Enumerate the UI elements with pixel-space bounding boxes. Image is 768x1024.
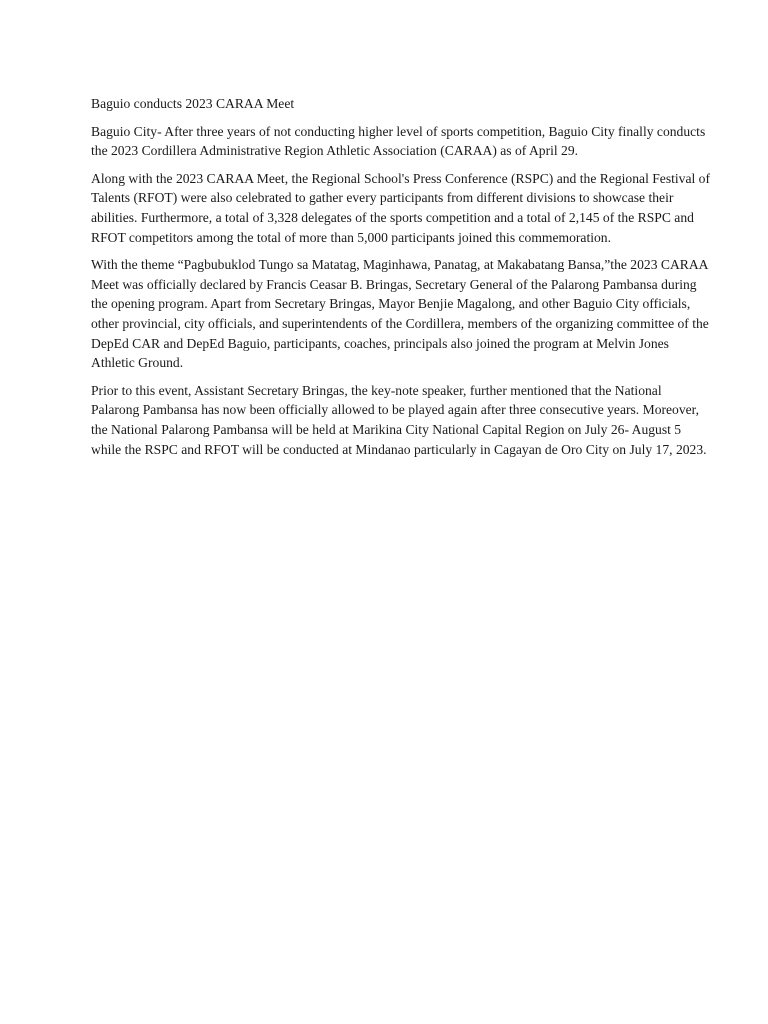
article-title: Baguio conducts 2023 CARAA Meet [91,96,295,111]
paragraph-palarong: Prior to this event, Assistant Secretary Bringas, the key-note speaker, further mentioned that the National Palarong Pambansa has now been officially allowed to be played again after three consecutive years. Moreover, the National Palarong Pambansa will be held at Marikina City National Capital Region on July 26- August 5 while the RSPC and RFOT will be conducted at Mindanao particularly in Cagayan de Oro City on July 17, 2023. [91,382,707,457]
paragraph-intro: Baguio City- After three years of not conducting higher level of sports competition, Baguio City finally conducts the 2023 Cordillera Administrative Region Athletic Association (CARAA) as of April 29. [91,123,706,159]
document-page [91,94,711,467]
paragraph-theme: With the theme “Pagbubuklod Tungo sa Matatag, Maginhawa, Panatag, at Makabatang Bansa,”the 2023 CARAA Meet was officially declared by Francis Ceasar B. Bringas, Secretary General of the Palarong Pambansa during the opening program. Apart from Secretary Bringas, Mayor Benjie Magalong, and other Baguio City officials, other provincial, city officials, and superintendents of the Cordillera, members of the organizing committee of the DepEd CAR and DepEd Baguio, participants, coaches, principals also joined the program at Melvin Jones Athletic Ground. [91,257,709,371]
paragraph-events: Along with the 2023 CARAA Meet, the Regional School's Press Conference (RSPC) and the Regional Festival of Talents (RFOT) were also celebrated to gather every participants from different divisions to showcase their abilities. Furthermore, a total of 3,328 delegates of the sports competition and a total of 2,145 of the RSPC and RFOT competitors among the total of more than 5,000 participants joined this commemoration. [91,170,711,245]
